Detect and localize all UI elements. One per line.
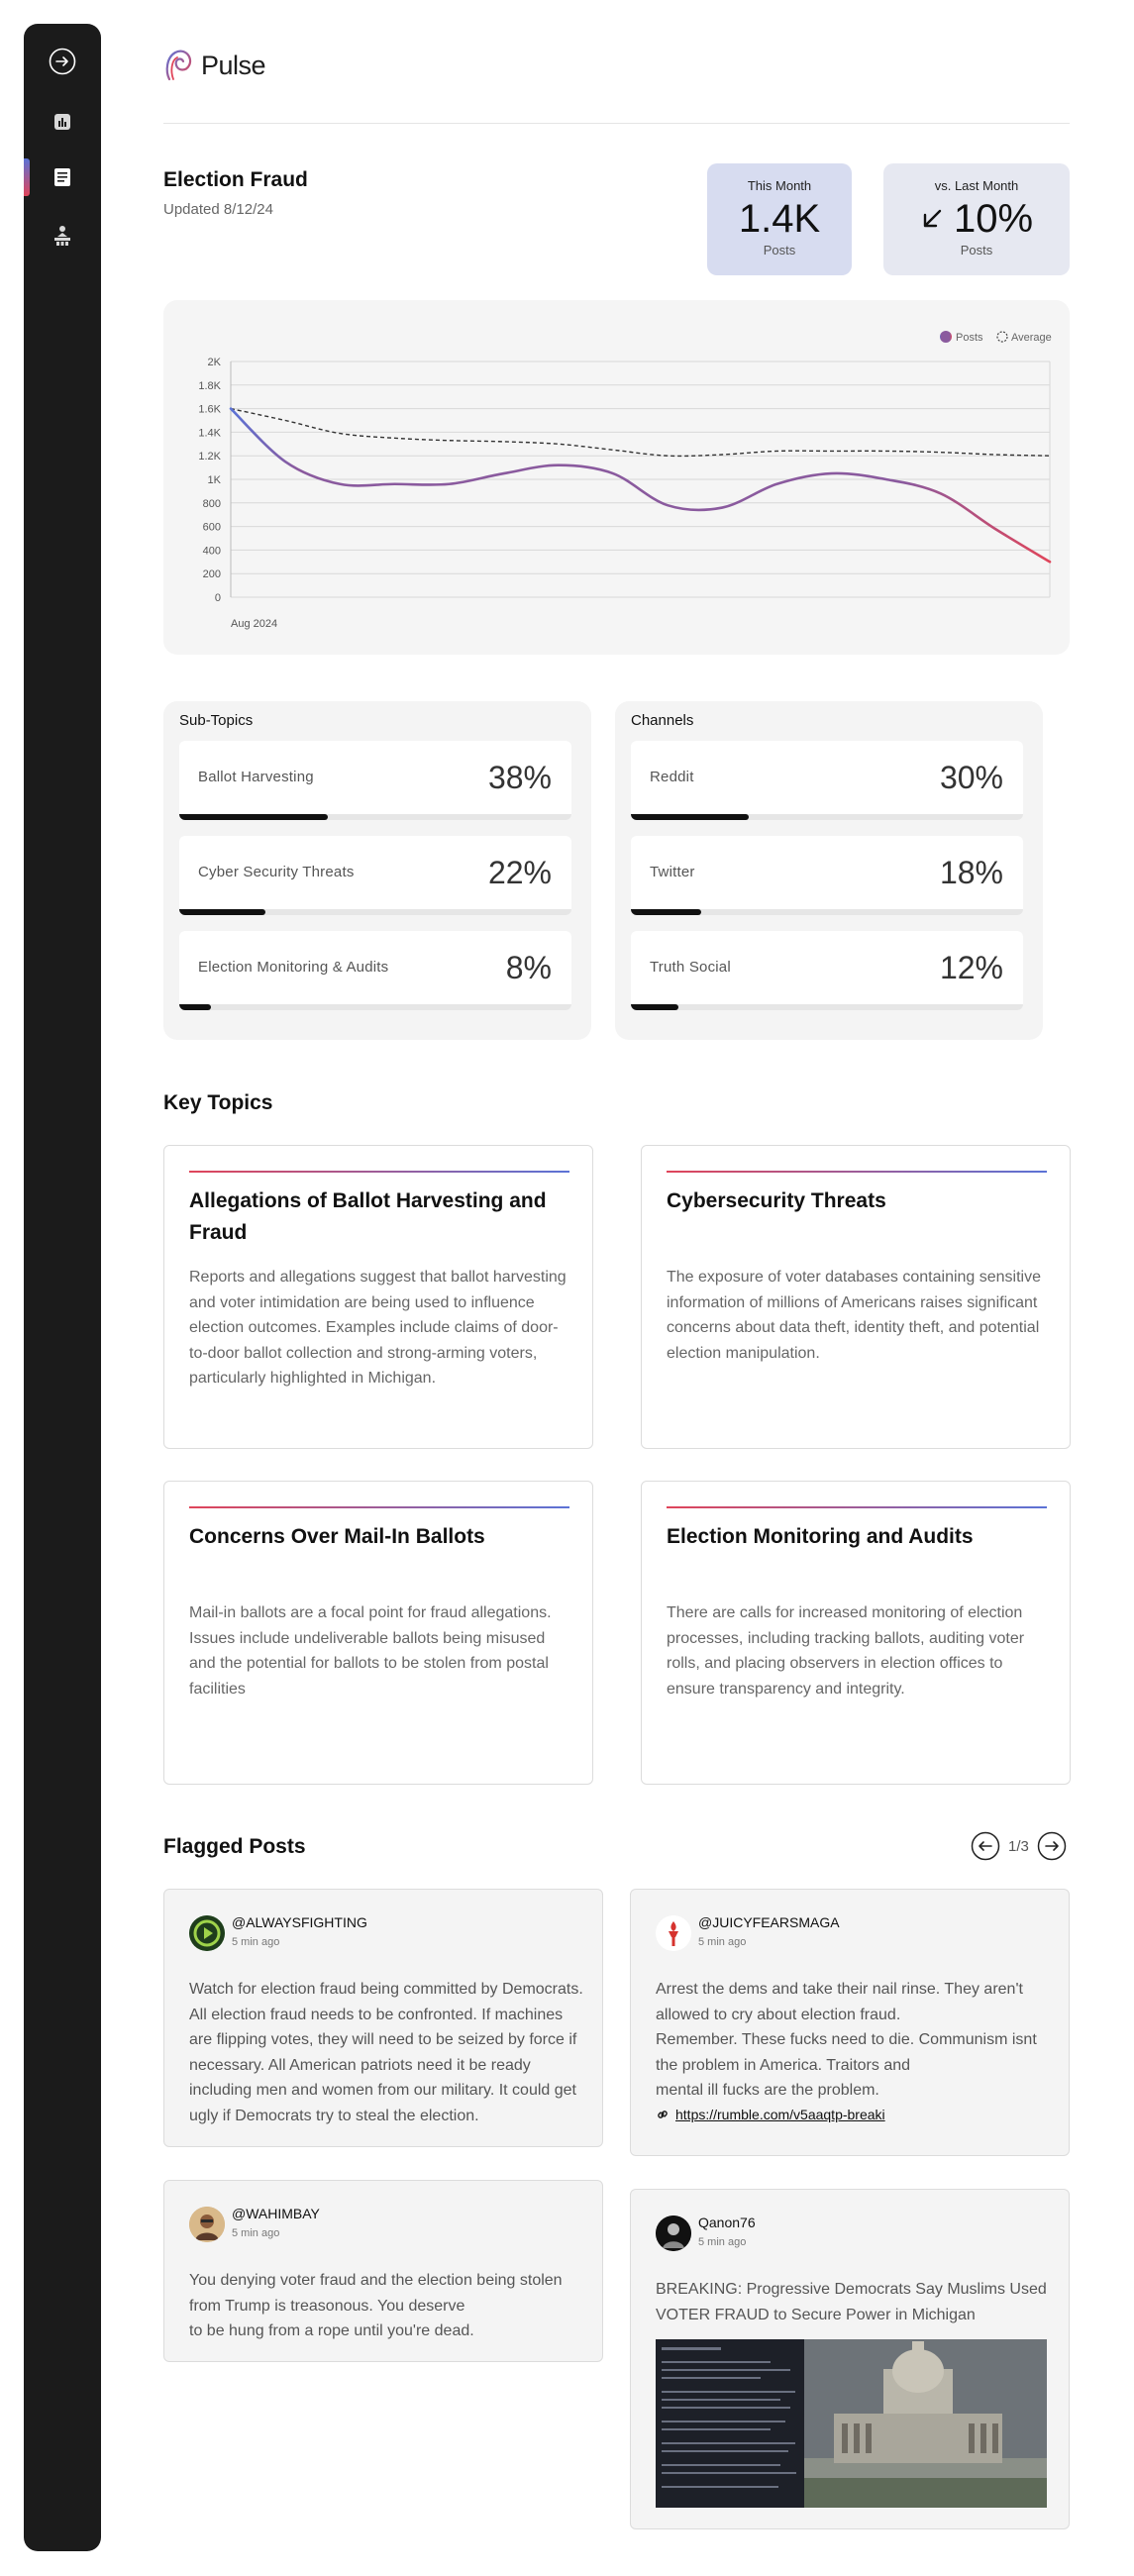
previous-page-button[interactable] bbox=[971, 1831, 1000, 1861]
page-title: Election Fraud bbox=[163, 168, 308, 191]
next-page-button[interactable] bbox=[1037, 1831, 1067, 1861]
row-label: Truth Social bbox=[650, 959, 731, 976]
key-topic-card[interactable] bbox=[641, 1481, 1071, 1785]
channel-row[interactable] bbox=[631, 931, 1023, 1010]
progress-fill bbox=[631, 814, 749, 820]
avatar bbox=[189, 1915, 225, 1951]
panel-title: Sub-Topics bbox=[179, 712, 254, 729]
progress-fill bbox=[179, 1004, 211, 1010]
posts-series-line bbox=[231, 409, 1050, 563]
pulse-logo-icon bbox=[163, 46, 195, 85]
topic-body: Mail-in ballots are a focal point for fraud allegations. Issues include undeliverable ballots being misused and the potential for ballots to be stolen from postal facilities bbox=[189, 1604, 552, 1698]
y-tick-label: 1.4K bbox=[198, 427, 221, 440]
topic-title: Concerns Over Mail-In Ballots bbox=[189, 1525, 485, 1548]
post-body: Arrest the dems and take their nail rinse. They aren't allowed to cry about election fraud. Remember. These fucks need to die. Communism isnt the problem in America. Traitors and mental ill fucks are the problem. bbox=[656, 1981, 1037, 2099]
legend-posts-marker bbox=[940, 331, 952, 343]
stat-vs-last-month bbox=[883, 163, 1070, 275]
subtopic-row[interactable] bbox=[179, 836, 571, 915]
topic-title: Election Monitoring and Audits bbox=[667, 1525, 974, 1548]
stat-label: vs. Last Month bbox=[934, 178, 1019, 193]
row-value: 30% bbox=[939, 760, 1003, 795]
post-image[interactable] bbox=[656, 2339, 1047, 2508]
flagged-post-card[interactable] bbox=[630, 1889, 1070, 2156]
row-label: Twitter bbox=[650, 864, 695, 880]
y-tick-label: 0 bbox=[214, 592, 221, 604]
expand-sidebar-button[interactable] bbox=[24, 48, 101, 75]
key-topic-card[interactable] bbox=[641, 1145, 1071, 1449]
torch-avatar-icon bbox=[656, 1915, 691, 1951]
post-body: Watch for election fraud being committed by Democrats. All election fraud needs to be confronted. If machines are flipping votes, they will need to be seized by force if necessary. All American patriots need it be ready including men and women from our military. It could get ugly if Democrats try to steal the election. bbox=[189, 1981, 583, 2124]
stat-sublabel: Posts bbox=[960, 243, 993, 258]
topic-title: Cybersecurity Threats bbox=[667, 1189, 886, 1212]
topic-body: The exposure of voter databases containing sensitive information of millions of Americans raises significant concerns about data theft, identity theft, and potential election manipulation. bbox=[667, 1269, 1042, 1362]
post-time: 5 min ago bbox=[698, 1936, 747, 1948]
gradient-accent-line bbox=[667, 1506, 1047, 1508]
capitol-building-image bbox=[656, 2339, 1047, 2508]
play-logo-avatar-icon bbox=[189, 1915, 225, 1951]
avatar bbox=[656, 2215, 691, 2251]
progress-track bbox=[179, 1004, 571, 1010]
row-label: Ballot Harvesting bbox=[198, 769, 314, 785]
y-tick-label: 1K bbox=[207, 474, 221, 486]
panel-title: Channels bbox=[631, 712, 694, 729]
bar-chart-icon bbox=[53, 113, 71, 131]
legend-posts-label: Posts bbox=[956, 332, 983, 344]
progress-track bbox=[631, 1004, 1023, 1010]
key-topics-heading: Key Topics bbox=[163, 1091, 273, 1114]
channel-row[interactable] bbox=[631, 836, 1023, 915]
gradient-accent-line bbox=[667, 1171, 1047, 1173]
progress-fill bbox=[631, 909, 701, 915]
stat-sublabel: Posts bbox=[763, 243, 796, 258]
nav-reports[interactable] bbox=[24, 166, 101, 188]
stat-value: 1.4K bbox=[738, 197, 821, 241]
key-topic-card[interactable] bbox=[163, 1145, 593, 1449]
avatar bbox=[189, 2207, 225, 2242]
x-axis-label: Aug 2024 bbox=[231, 618, 278, 630]
row-value: 12% bbox=[939, 950, 1003, 985]
post-body: BREAKING: Progressive Democrats Say Muslims Used VOTER FRAUD to Secure Power in Michigan bbox=[656, 2281, 1047, 2323]
post-handle[interactable]: @WAHIMBAY bbox=[232, 2206, 320, 2221]
sidebar bbox=[24, 24, 101, 2551]
posts-chart-card bbox=[163, 300, 1070, 655]
y-tick-label: 1.6K bbox=[198, 403, 221, 416]
post-link[interactable] bbox=[656, 2107, 885, 2122]
arrow-right-circle-icon bbox=[49, 48, 76, 75]
updated-date: Updated 8/12/24 bbox=[163, 201, 273, 218]
progress-fill bbox=[631, 1004, 678, 1010]
y-tick-label: 600 bbox=[202, 521, 221, 534]
app-logo[interactable] bbox=[163, 46, 265, 85]
link-icon bbox=[656, 2108, 670, 2121]
gradient-accent-line bbox=[189, 1171, 569, 1173]
person-photo-avatar-icon bbox=[189, 2207, 225, 2242]
legend-average-label: Average bbox=[1011, 332, 1052, 344]
row-value: 18% bbox=[939, 855, 1003, 890]
row-label: Cyber Security Threats bbox=[198, 864, 355, 880]
post-time: 5 min ago bbox=[232, 1936, 280, 1948]
posts-line-chart bbox=[163, 300, 1070, 655]
nav-leaderboard[interactable] bbox=[24, 224, 101, 248]
y-tick-label: 1.8K bbox=[198, 379, 221, 392]
progress-fill bbox=[179, 909, 265, 915]
row-label: Reddit bbox=[650, 769, 694, 785]
subtopic-row[interactable] bbox=[179, 741, 571, 820]
flagged-post-card[interactable] bbox=[163, 2180, 603, 2362]
post-time: 5 min ago bbox=[232, 2227, 280, 2239]
flagged-post-card[interactable] bbox=[163, 1889, 603, 2147]
y-tick-label: 1.2K bbox=[198, 451, 221, 464]
post-link-text[interactable]: https://rumble.com/v5aaqtp-breaki bbox=[675, 2107, 885, 2122]
nav-analytics[interactable] bbox=[24, 111, 101, 133]
page-indicator: 1/3 bbox=[1008, 1837, 1029, 1855]
row-value: 22% bbox=[487, 855, 552, 890]
stat-this-month bbox=[707, 163, 852, 275]
app-name: Pulse bbox=[201, 50, 266, 80]
legend-average-marker bbox=[997, 332, 1007, 342]
row-value: 38% bbox=[487, 760, 552, 795]
post-handle[interactable]: @ALWAYSFIGHTING bbox=[232, 1914, 367, 1930]
y-tick-label: 2K bbox=[207, 357, 221, 368]
flagged-post-card[interactable] bbox=[630, 2189, 1070, 2529]
person-photo-avatar-icon bbox=[656, 2215, 691, 2251]
pagination bbox=[971, 1831, 1067, 1861]
subtopics-panel bbox=[163, 701, 591, 1040]
channel-row[interactable] bbox=[631, 741, 1023, 820]
subtopic-row[interactable] bbox=[179, 931, 571, 1010]
y-tick-label: 200 bbox=[202, 568, 221, 581]
progress-fill bbox=[179, 814, 328, 820]
row-label: Election Monitoring & Audits bbox=[198, 959, 389, 976]
gradient-accent-line bbox=[189, 1506, 569, 1508]
channels-panel bbox=[615, 701, 1043, 1040]
post-handle[interactable]: @JUICYFEARSMAGA bbox=[698, 1914, 840, 1930]
key-topic-card[interactable] bbox=[163, 1481, 593, 1785]
post-time: 5 min ago bbox=[698, 2236, 747, 2248]
avatar bbox=[656, 1915, 691, 1951]
arrow-down-left-icon bbox=[920, 207, 944, 231]
topic-body: There are calls for increased monitoring of election processes, including tracking ballots, auditing voter rolls, and placing observers in election offices to ensure transparency and integrity. bbox=[667, 1604, 1025, 1698]
topic-title: Allegations of Ballot Harvesting and Fraud bbox=[189, 1189, 547, 1244]
post-body: You denying voter fraud and the election being stolen from Trump is treasonous. You deserve to be hung from a rope until you're dead. bbox=[189, 2272, 563, 2339]
y-tick-label: 400 bbox=[202, 545, 221, 558]
row-value: 8% bbox=[505, 950, 552, 985]
y-tick-label: 800 bbox=[202, 497, 221, 510]
stat-label: This Month bbox=[747, 178, 812, 193]
topic-body: Reports and allegations suggest that ballot harvesting and voter intimidation are being used to influence election outcomes. Examples include claims of door-to-door ballot collection and strong-arming voters, particularly highlighted in Michigan. bbox=[189, 1269, 567, 1387]
stat-value: 10% bbox=[953, 197, 1034, 241]
post-handle[interactable]: Qanon76 bbox=[698, 2215, 756, 2230]
header-divider bbox=[163, 123, 1070, 124]
document-icon bbox=[53, 167, 71, 187]
flagged-posts-heading: Flagged Posts bbox=[163, 1835, 306, 1858]
podium-icon bbox=[52, 225, 72, 247]
